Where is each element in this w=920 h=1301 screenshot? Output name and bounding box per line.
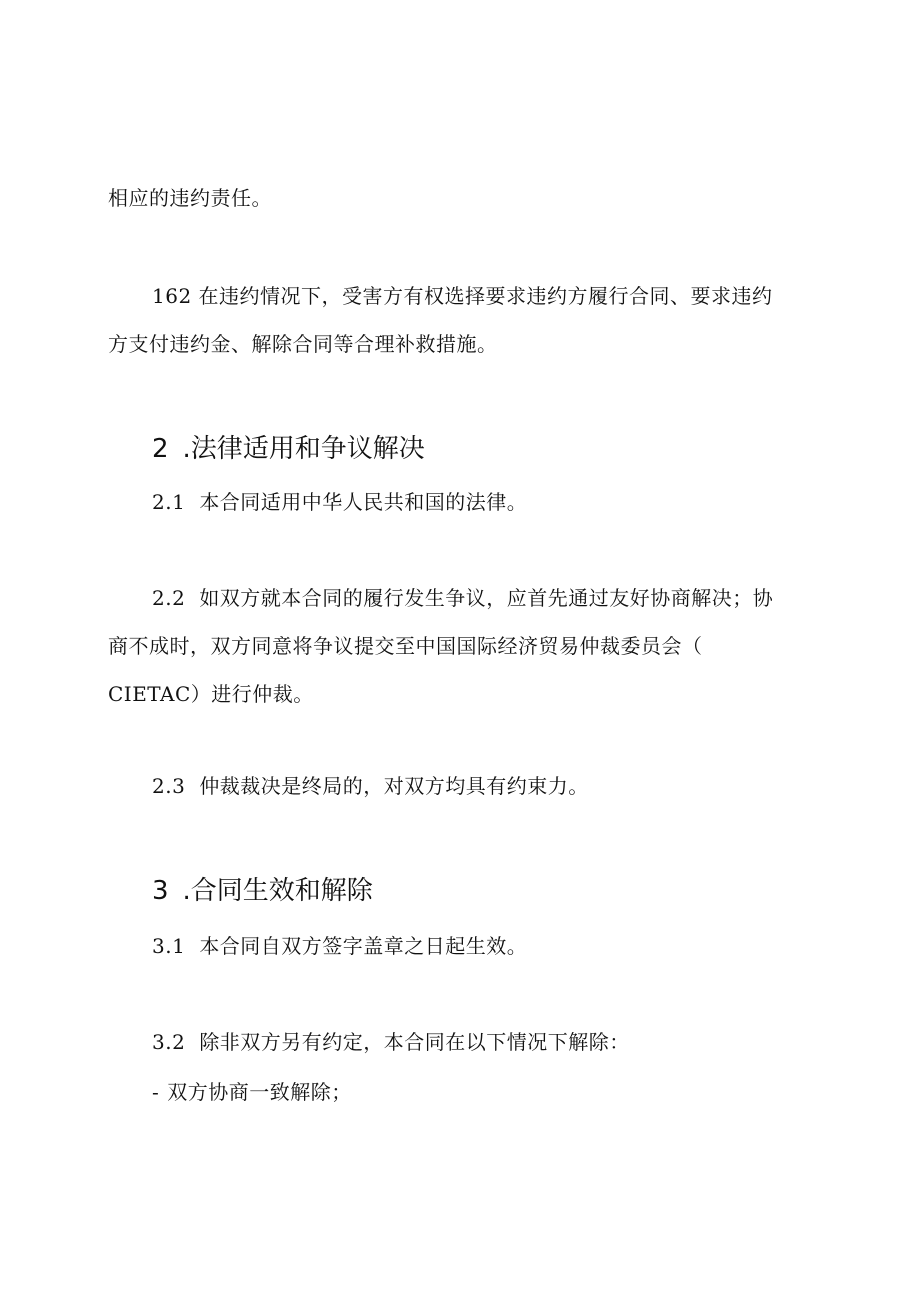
clause-2-3 — [152, 774, 852, 798]
section-2-title: .法律适用和争议解决 — [182, 434, 425, 464]
clause-text: 除非双方另有约定，本合同在以下情况下解除： — [199, 1030, 630, 1054]
section-2-number: 2 — [152, 434, 169, 464]
clause-162-line-2: 方支付违约金、解除合同等合理补救措施。 — [108, 332, 498, 356]
clause-text: 本合同自双方签字盖章之日起生效。 — [199, 934, 528, 958]
clause-text: 仲裁裁决是终局的，对双方均具有约束力。 — [199, 774, 589, 798]
section-3-heading — [152, 876, 373, 906]
clause-number: 3.1 — [152, 934, 186, 958]
clause-162-line-1: 162 在违约情况下，受害方有权选择要求违约方履行合同、要求违约 — [152, 284, 773, 308]
clause-number: 2.1 — [152, 490, 186, 514]
clause-number: 2.3 — [152, 774, 186, 798]
bullet-text: 双方协商一致解除； — [167, 1080, 352, 1104]
paragraph-continuation: 相应的违约责任。 — [108, 186, 272, 210]
bullet-marker: - — [152, 1080, 160, 1104]
clause-text: 如双方就本合同的履行发生争议，应首先通过友好协商解决；协 — [199, 586, 774, 610]
clause-2-2-line-1 — [152, 586, 852, 610]
clause-number: 2.2 — [152, 586, 186, 610]
clause-2-2-line-2: 商不成时，双方同意将争议提交至中国国际经济贸易仲裁委员会（ — [108, 634, 703, 658]
section-3-title: .合同生效和解除 — [182, 876, 373, 906]
clause-2-2-line-3: CIETAC）进行仲裁。 — [108, 682, 314, 706]
section-2-heading — [152, 434, 425, 464]
clause-3-2 — [152, 1030, 852, 1054]
clause-2-1 — [152, 490, 852, 514]
clause-number: 3.2 — [152, 1030, 186, 1054]
clause-3-1 — [152, 934, 852, 958]
section-3-number: 3 — [152, 876, 169, 906]
clause-text: 本合同适用中华人民共和国的法律。 — [199, 490, 528, 514]
bullet-item — [152, 1080, 852, 1104]
